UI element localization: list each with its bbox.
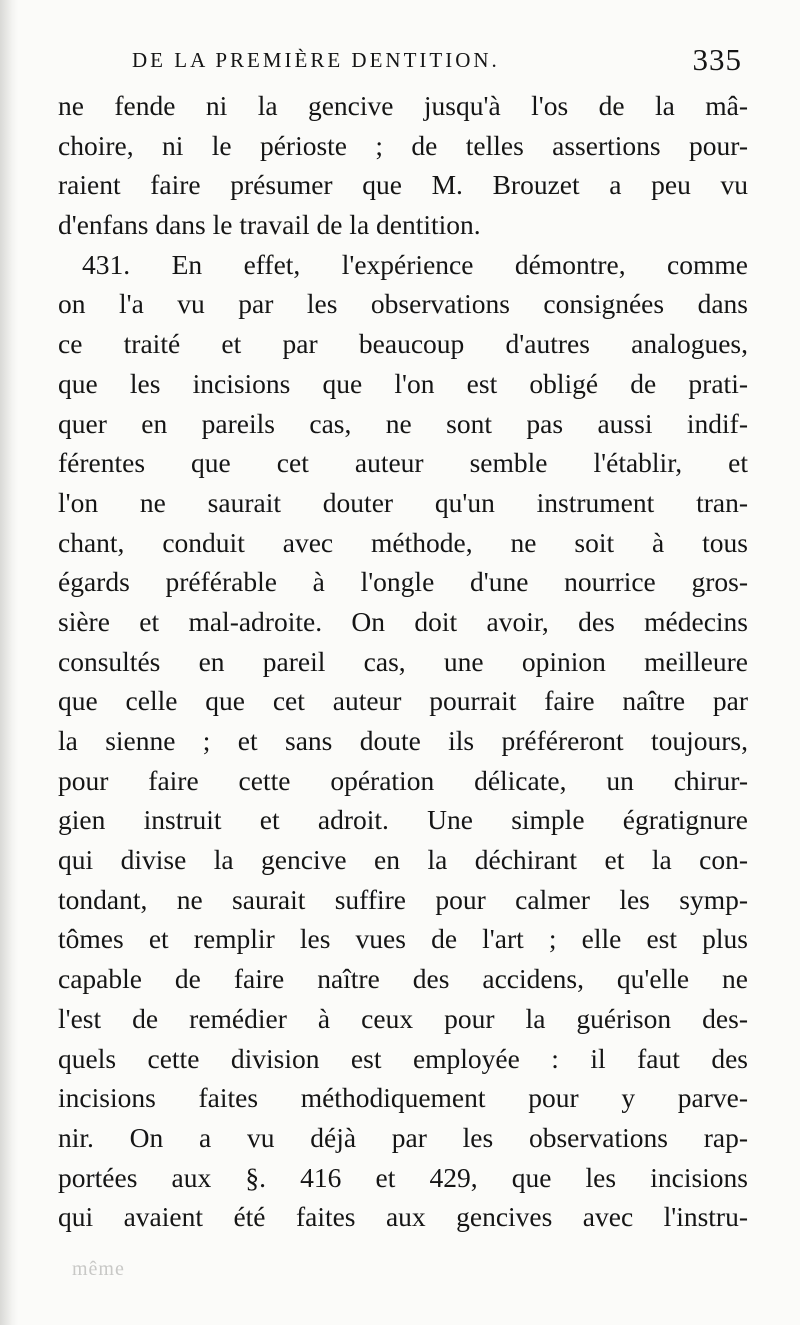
text-line: ce traité et par beaucoup d'autres analogues, [58,328,748,360]
text-line: d'enfans dans le travail de la dentition. [58,209,481,241]
text-line: égards préférable à l'ongle d'une nourrice gros- [58,566,748,598]
text-line: l'est de remédier à ceux pour la guérison des- [58,1002,748,1034]
page-gutter-shadow [0,0,18,1325]
text-line: incisions faites méthodiquement pour y parve- [58,1082,748,1114]
text-line: la sienne ; et sans doute ils préféreront toujours, [58,725,748,756]
text-line: pour faire cette opération délicate, un chirur- [58,764,748,796]
text-line: nir. On a vu déjà par les observations rap- [58,1121,748,1153]
text-line: chant, conduit avec méthode, ne soit à tous [58,526,748,558]
text-line: quels cette division est employée : il faut des [58,1042,748,1074]
running-title: DE LA PREMIÈRE DENTITION. [132,48,500,72]
page-number: 335 [692,42,742,77]
text-line: gien instruit et adroit. Une simple égratignure [58,804,748,836]
text-line: portées aux §. 416 et 429, que les incisions [58,1161,748,1193]
text-line: ne fende ni la gencive jusqu'à l'os de la mâ- [58,90,748,121]
body-text [58,86,748,1237]
text-line: férentes que cet auteur semble l'établir, et [58,447,748,479]
text-line: l'on ne saurait douter qu'un instrument tran- [58,486,748,518]
text-line: capable de faire naître des accidens, qu'elle ne [58,963,748,995]
text-line: que celle que cet auteur pourrait faire naître par [58,685,748,717]
text-line: que les incisions que l'on est obligé de prati- [58,367,748,399]
bleed-through-text: même [72,1258,125,1280]
text-line: consultés en pareil cas, une opinion meilleure [58,645,748,677]
text-line: tondant, ne saurait suffire pour calmer les symp- [58,883,748,915]
text-line: choire, ni le périoste ; de telles assertions pour- [58,129,748,161]
text-line: quer en pareils cas, ne sont pas aussi indif- [58,407,748,439]
text-line: raient faire présumer que M. Brouzet a peu vu [58,169,748,201]
paragraph-start-431: 431. En effet, l'expérience démontre, comme [82,248,748,280]
page-header [132,42,742,82]
text-line: on l'a vu par les observations consignées dans [58,288,748,320]
text-line: qui avaient été faites aux gencives avec l'instru- [58,1201,748,1233]
text-line: tômes et remplir les vues de l'art ; elle est plus [58,923,748,955]
text-line: sière et mal-adroite. On doit avoir, des médecins [58,605,748,637]
text-line: qui divise la gencive en la déchirant et la con- [58,844,748,876]
